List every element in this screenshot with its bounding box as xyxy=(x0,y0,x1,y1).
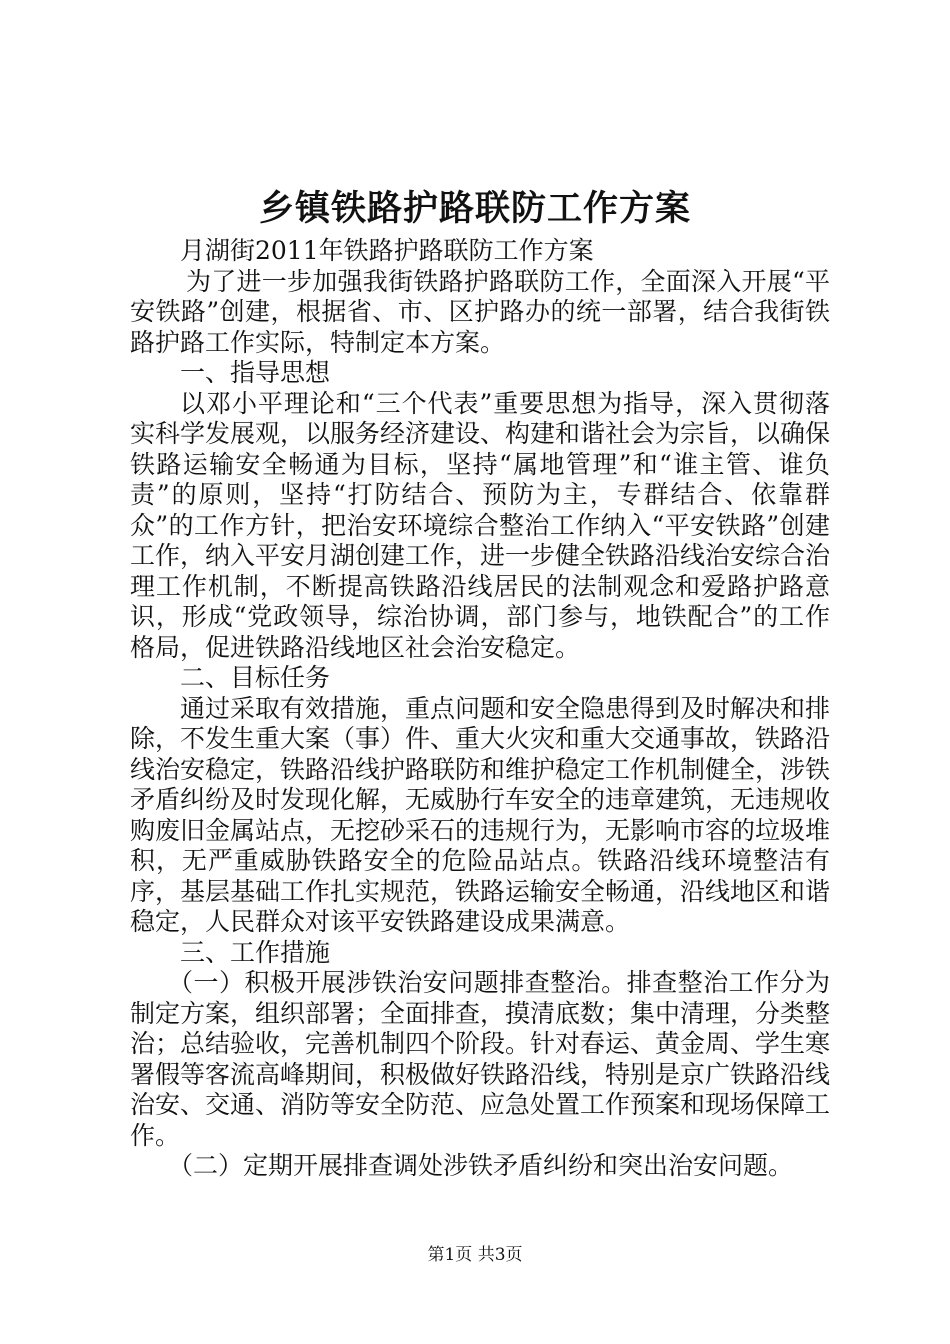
guiding-thought-paragraph: 以邓小平理论和“三个代表”重要思想为指导，深入贯彻落实科学发展观，以服务经济建设、构建和谐社会为宗旨，以确保铁路运输安全畅通为目标，坚持“属地管理”和“谁主管、谁负责”的原则，坚持“打防结合、预防为主，专群结合、依靠群众”的工作方针，把治安环境综合整治工作纳入“平安铁路”创建工作，纳入平安月湖创建工作，进一步健全铁路沿线治安综合治理工作机制，不断提高铁路沿线居民的法制观念和爱路护路意识，形成“党政领导，综治协调，部门参与，地铁配合”的工作格局，促进铁路沿线地区社会治安稳定。 xyxy=(130,388,831,662)
document-title: 乡镇铁路护路联防工作方案 xyxy=(258,188,691,229)
section-heading-guiding-thought: 一、指导思想 xyxy=(180,358,331,387)
goals-paragraph: 通过采取有效措施，重点问题和安全隐患得到及时解决和排除，不发生重大案（事）件、重大火灾和重大交通事故，铁路沿线治安稳定，铁路沿线护路联防和维护稳定工作机制健全，涉铁矛盾纠纷及时发现化解，无威胁行车安全的违章建筑，无违规收购废旧金属站点，无挖砂采石的违规行为，无影响市容的垃圾堆积，无严重威胁铁路安全的危险品站点。铁路沿线环境整洁有序，基层基础工作扎实规范，铁路运输安全畅通，沿线地区和谐稳定，人民群众对该平安铁路建设成果满意。 xyxy=(130,693,831,936)
section-heading-goals: 二、目标任务 xyxy=(180,663,331,692)
measure-2-paragraph: （二）定期开展排查调处涉铁矛盾纠纷和突出治安问题。 xyxy=(168,1151,794,1180)
measure-1-paragraph: （一）积极开展涉铁治安问题排查整治。排查整治工作分为制定方案，组织部署；全面排查，摸清底数；集中清理，分类整治；总结验收，完善机制四个阶段。针对春运、黄金周、学生寒署假等客流高峰期间，积极做好铁路沿线，特别是京广铁路沿线治安、交通、消防等安全防范、应急处置工作预案和现场保障工作。 xyxy=(130,968,831,1150)
section-heading-measures: 三、工作措施 xyxy=(180,937,331,967)
subtitle-paragraph: 月湖街2011年铁路护路联防工作方案 xyxy=(180,236,594,265)
document-body xyxy=(130,236,830,1182)
page-number-footer: 第1页 共3页 xyxy=(427,1245,523,1265)
intro-paragraph: 为了进一步加强我街铁路护路联防工作，全面深入开展“平安铁路”创建，根据省、市、区护路办的统一部署，结合我街铁路护路工作实际，特制定本方案。 xyxy=(130,266,830,357)
